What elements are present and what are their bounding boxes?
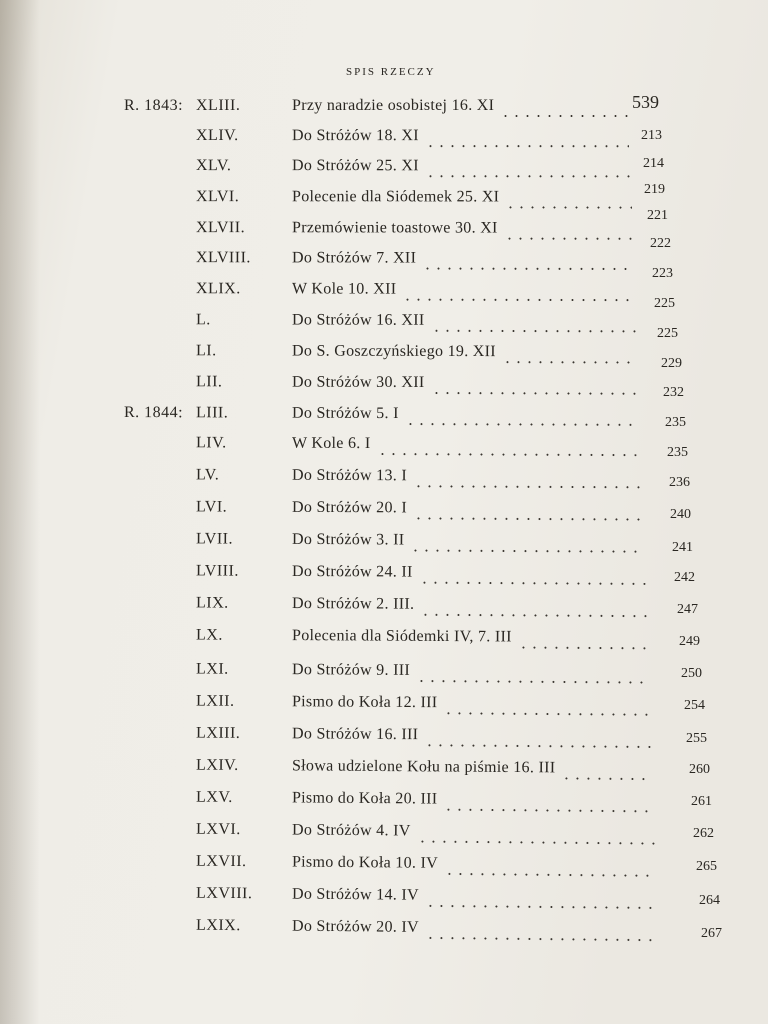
toc-entry-title: Do Stróżów 18. XI bbox=[291, 127, 419, 145]
toc-roman-numeral: XLVII. bbox=[195, 219, 246, 237]
dot-leader bbox=[413, 485, 642, 488]
toc-entry-title: Do Stróżów 24. II bbox=[291, 562, 413, 581]
toc-entry-title: Polecenia dla Siódemki IV, 7. III bbox=[291, 627, 512, 646]
dot-leader bbox=[425, 145, 629, 147]
toc-entry-title: Do Stróżów 25. XI bbox=[291, 157, 419, 175]
toc-roman-numeral: XLV. bbox=[195, 157, 232, 175]
toc-page-number: 247 bbox=[677, 602, 698, 617]
toc-entry-title: Pismo do Koła 20. III bbox=[291, 789, 438, 808]
dot-leader bbox=[431, 330, 636, 333]
toc-page-number: 264 bbox=[699, 893, 720, 908]
toc-page-number: 262 bbox=[693, 826, 714, 841]
page-number: 539 bbox=[632, 92, 659, 112]
toc-roman-numeral: LII. bbox=[195, 373, 223, 391]
toc-roman-numeral: LI. bbox=[195, 342, 217, 360]
toc-row bbox=[0, 529, 768, 557]
dot-leader bbox=[443, 809, 654, 813]
toc-row bbox=[0, 691, 768, 720]
toc-entry-title: Do Stróżów 16. XII bbox=[291, 311, 425, 329]
toc-page-number: 235 bbox=[665, 415, 686, 430]
toc-page-number: 260 bbox=[689, 762, 710, 777]
dot-leader bbox=[504, 238, 633, 240]
toc-roman-numeral: LXI. bbox=[195, 660, 229, 678]
toc-roman-numeral: XLVIII. bbox=[195, 249, 251, 267]
toc-roman-numeral: L. bbox=[195, 311, 211, 329]
toc-row bbox=[0, 851, 768, 882]
dot-leader bbox=[405, 423, 640, 426]
toc-row bbox=[0, 433, 768, 460]
toc-roman-numeral: LXIX. bbox=[195, 916, 241, 935]
toc-roman-numeral: LVI. bbox=[195, 498, 228, 516]
toc-row bbox=[0, 625, 768, 654]
dot-leader bbox=[518, 647, 648, 650]
toc-row bbox=[0, 659, 768, 688]
toc-entry-title: Do Stróżów 7. XII bbox=[291, 249, 417, 267]
toc-page-number: 222 bbox=[650, 236, 671, 251]
toc-row bbox=[0, 787, 768, 817]
dot-leader bbox=[443, 712, 651, 715]
dot-leader bbox=[425, 175, 630, 177]
toc-page-number: 223 bbox=[652, 266, 673, 281]
toc-row bbox=[0, 561, 768, 589]
toc-entry-title: Polecenie dla Siódemek 25. XI bbox=[291, 188, 500, 206]
toc-entry-title: Do Stróżów 9. III bbox=[291, 661, 411, 679]
toc-page-number: 236 bbox=[669, 475, 690, 490]
toc-row bbox=[0, 404, 768, 431]
toc-roman-numeral: LX. bbox=[195, 626, 223, 644]
toc-entry-title: Przy naradzie osobistej 16. XI bbox=[292, 97, 495, 114]
toc-entry-title: Do Stróżów 13. I bbox=[291, 466, 408, 485]
toc-row bbox=[0, 819, 768, 850]
toc-roman-numeral: LIX. bbox=[195, 594, 229, 612]
toc-page-number: 241 bbox=[672, 540, 693, 555]
dot-leader bbox=[505, 206, 632, 208]
toc-row bbox=[0, 465, 768, 492]
dot-leader bbox=[410, 549, 645, 552]
toc-page-number: 225 bbox=[657, 326, 678, 341]
toc-row bbox=[0, 723, 768, 753]
dot-leader bbox=[425, 937, 659, 941]
dot-leader bbox=[500, 115, 628, 117]
page-header: SPIS RZECZY bbox=[346, 66, 436, 78]
toc-roman-numeral: LXVII. bbox=[195, 852, 247, 871]
toc-page-number: 240 bbox=[670, 507, 691, 522]
toc-roman-numeral: LXII. bbox=[195, 692, 235, 710]
toc-entry-title: Pismo do Koła 10. IV bbox=[291, 853, 439, 872]
toc-entry-title: Do Stróżów 2. III. bbox=[291, 595, 415, 613]
toc-roman-numeral: LV. bbox=[195, 466, 220, 484]
dot-leader bbox=[502, 361, 638, 363]
toc-entry-title: Do Stróżów 3. II bbox=[291, 530, 405, 549]
toc-roman-numeral: LXVI. bbox=[195, 820, 241, 839]
dot-leader bbox=[419, 582, 646, 585]
toc-year: R. 1844: bbox=[123, 404, 184, 422]
dot-leader bbox=[431, 392, 639, 395]
dot-leader bbox=[422, 268, 634, 270]
toc-page-number: 213 bbox=[641, 128, 662, 143]
toc-row bbox=[0, 280, 768, 306]
toc-roman-numeral: LVIII. bbox=[195, 562, 239, 580]
dot-leader bbox=[402, 299, 635, 302]
toc-page-number: 242 bbox=[674, 570, 695, 585]
toc-roman-numeral: XLIX. bbox=[195, 280, 241, 298]
toc-roman-numeral: LXVIII. bbox=[195, 884, 253, 903]
dot-leader bbox=[417, 841, 656, 845]
toc-entry-title: Słowa udzielone Kołu na piśmie 16. III bbox=[291, 757, 556, 777]
dot-leader bbox=[424, 744, 652, 748]
toc-page-number: 232 bbox=[663, 385, 684, 400]
toc-roman-numeral: XLVI. bbox=[195, 188, 240, 206]
toc-entry-title: Do Stróżów 20. IV bbox=[291, 917, 419, 936]
toc-roman-numeral: XLIV. bbox=[195, 127, 239, 145]
toc-row bbox=[0, 915, 768, 946]
dot-leader bbox=[444, 873, 657, 877]
toc-roman-numeral: LIII. bbox=[195, 404, 229, 422]
dot-leader bbox=[561, 777, 653, 780]
toc-roman-numeral: LVII. bbox=[195, 530, 234, 548]
toc-row bbox=[0, 373, 768, 400]
toc-year: R. 1843: bbox=[124, 97, 184, 114]
toc-page-number: 250 bbox=[681, 666, 702, 681]
toc-roman-numeral: LXIV. bbox=[195, 756, 239, 774]
dot-leader bbox=[416, 680, 650, 684]
toc-roman-numeral: LXV. bbox=[195, 788, 233, 806]
toc-row bbox=[0, 593, 768, 622]
toc-entry-title: Do Stróżów 14. IV bbox=[291, 885, 419, 904]
toc-row bbox=[0, 342, 768, 368]
toc-entry-title: Do Stróżów 5. I bbox=[291, 404, 399, 423]
toc-entry-title: Do Stróżów 20. I bbox=[291, 498, 408, 517]
toc-row bbox=[0, 947, 768, 979]
toc-entry-title: Do Stróżów 4. IV bbox=[291, 821, 411, 840]
toc-row bbox=[0, 755, 768, 785]
toc-row bbox=[0, 97, 768, 121]
toc-roman-numeral: LXIII. bbox=[195, 724, 241, 742]
toc-entry-title: Do Stróżów 30. XII bbox=[291, 373, 425, 392]
toc-row bbox=[0, 311, 768, 337]
toc-page-number: 255 bbox=[686, 731, 707, 746]
toc-roman-numeral: LIV. bbox=[195, 434, 227, 452]
toc-page-number: 267 bbox=[701, 926, 722, 941]
dot-leader bbox=[377, 453, 641, 456]
toc-page-number: 229 bbox=[661, 356, 682, 371]
toc-page-number: 254 bbox=[684, 698, 705, 713]
toc-row bbox=[0, 497, 768, 525]
toc-page-number: 219 bbox=[644, 182, 665, 197]
toc-page-number: 261 bbox=[691, 794, 712, 809]
toc-entry-title: Do S. Goszczyńskiego 19. XII bbox=[291, 342, 496, 361]
toc-entry-title: Pismo do Koła 12. III bbox=[291, 693, 438, 712]
toc-page-number: 214 bbox=[643, 156, 664, 171]
dot-leader bbox=[425, 905, 658, 909]
toc-page-number: 225 bbox=[654, 296, 675, 311]
toc-entry-title: Przemówienie toastowe 30. XI bbox=[291, 219, 498, 237]
toc-entry-title: W Kole 6. I bbox=[291, 434, 371, 453]
toc-page-number: 221 bbox=[647, 208, 668, 223]
toc-entry-title: Do Stróżów 16. III bbox=[291, 725, 419, 744]
dot-leader bbox=[420, 614, 647, 617]
toc-row bbox=[0, 883, 768, 914]
toc-page-number: 249 bbox=[679, 634, 700, 649]
dot-leader bbox=[413, 517, 644, 520]
toc-roman-numeral: XLIII. bbox=[196, 97, 241, 114]
toc-entry-title: W Kole 10. XII bbox=[291, 280, 397, 298]
toc-page-number: 265 bbox=[696, 859, 717, 874]
toc-page-number: 235 bbox=[667, 445, 688, 460]
